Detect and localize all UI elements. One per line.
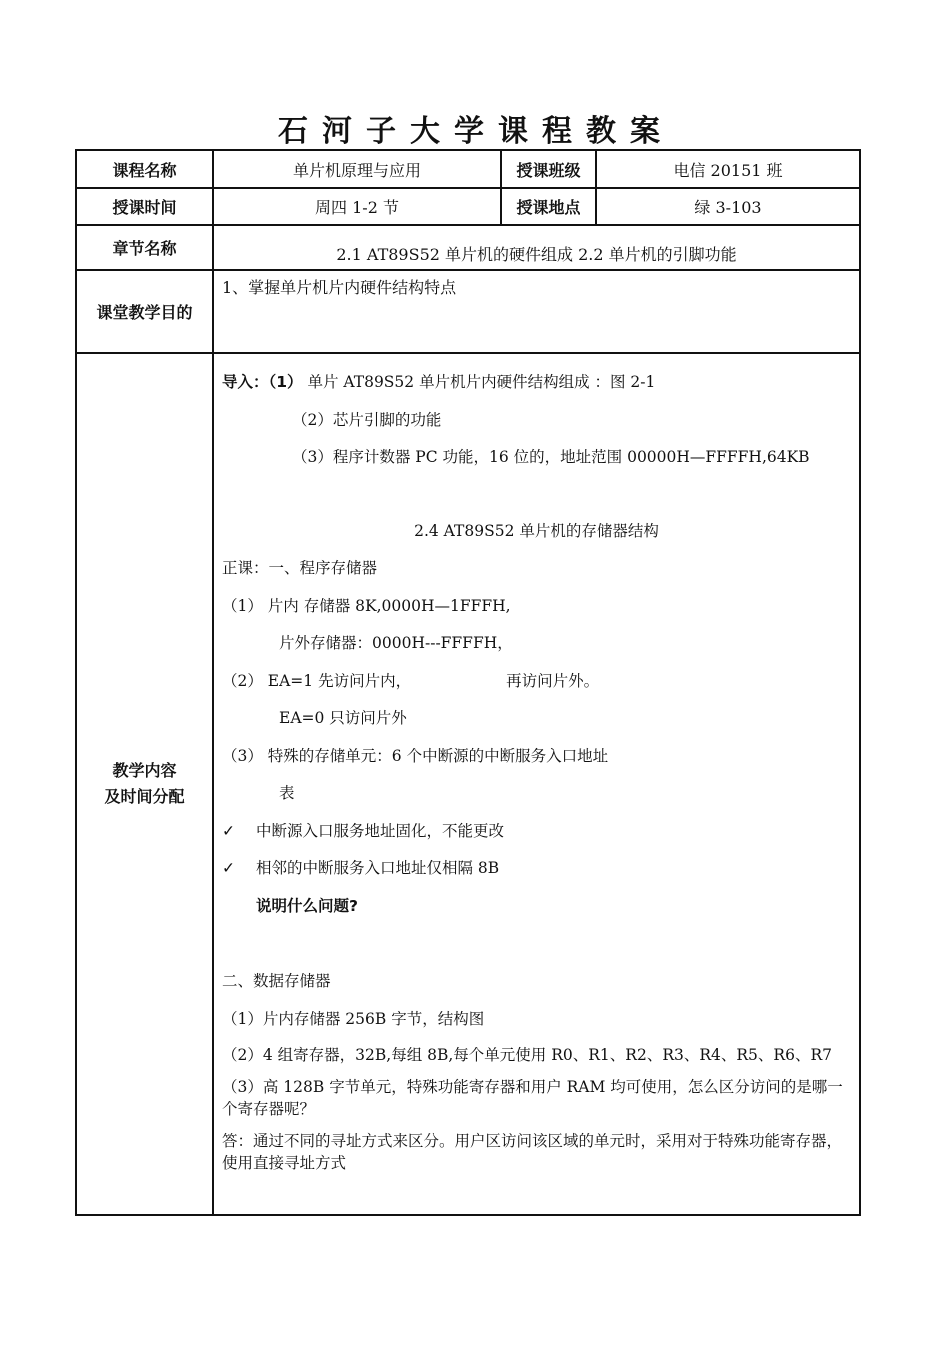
chapter-value: 2.1 AT89S52 单片机的硬件组成 2.2 单片机的引脚功能 bbox=[213, 225, 860, 270]
prog-line-3b: 表 bbox=[279, 784, 295, 802]
page-title: 石河子大学课程教案 bbox=[278, 114, 674, 149]
spacer bbox=[222, 477, 851, 513]
spacer bbox=[222, 925, 851, 963]
content-label-line2: 及时间分配 bbox=[104, 787, 185, 806]
content-label bbox=[76, 353, 213, 1215]
intro-text: 单片 AT89S52 单片机片内硬件结构组成 ：图 2-1 bbox=[302, 373, 656, 391]
objective-row bbox=[76, 270, 860, 353]
time-label: 授课时间 bbox=[76, 188, 213, 225]
check-icon: ✓ bbox=[222, 821, 235, 840]
prog-line-1: （1） 片内 存储器 8K,0000H—1FFFH, bbox=[222, 596, 511, 615]
check-item-2-text: 相邻的中断服务入口地址仅相隔 8B bbox=[256, 859, 500, 877]
content-row bbox=[76, 353, 860, 1215]
lesson-2-heading: 二、数据存储器 bbox=[222, 972, 331, 990]
prog-line-1b: 片外存储器：0000H---FFFFH， bbox=[279, 634, 513, 652]
intro-line-3: （3）程序计数器 PC 功能，16 位的，地址范围 00000H—FFFFH,64KB bbox=[292, 448, 810, 466]
prog-line-2 bbox=[222, 663, 851, 701]
prog-line-2b: EA=0 只访问片外 bbox=[279, 709, 407, 727]
class-value: 电信 20151 班 bbox=[596, 150, 860, 188]
location-value: 绿 3-103 bbox=[596, 188, 860, 225]
objective-label: 课堂教学目的 bbox=[76, 270, 213, 353]
intro-label: 导入：（1） bbox=[222, 373, 303, 391]
answer: 答：通过不同的寻址方式来区分。用户区访问该区域的单元时，采用对于特殊功能寄存器，使用直接寻址方式 bbox=[222, 1132, 843, 1172]
prog-line-2-right: 再访问片外。 bbox=[506, 671, 600, 690]
lesson-1-heading: 正课：一、程序存储器 bbox=[222, 559, 378, 577]
check-item-2 bbox=[222, 850, 851, 888]
section-heading: 2.4 AT89S52 单片机的存储器结构 bbox=[414, 521, 659, 540]
intro-line-1 bbox=[222, 364, 851, 402]
check-item-1-text: 中断源入口服务地址固化，不能更改 bbox=[256, 821, 505, 840]
check-icon: ✓ bbox=[222, 859, 235, 877]
location-label: 授课地点 bbox=[501, 188, 596, 225]
objective-value: 1、掌握单片机片内硬件结构特点 bbox=[213, 270, 860, 353]
time-row bbox=[76, 188, 860, 225]
data-line-3: （3）高 128B 字节单元，特殊功能寄存器和用户 RAM 均可使用，怎么区分访问的是哪一个寄存器呢？ bbox=[222, 1078, 843, 1118]
course-name-label: 课程名称 bbox=[76, 150, 213, 188]
course-row bbox=[76, 150, 860, 188]
question: 说明什么问题? bbox=[256, 896, 358, 915]
content-label-line1: 教学内容 bbox=[112, 761, 177, 780]
lesson-plan-table bbox=[75, 149, 861, 1216]
chapter-label: 章节名称 bbox=[76, 225, 213, 270]
data-line-1: （1）片内存储器 256B 字节，结构图 bbox=[222, 1009, 485, 1028]
prog-line-2-left: （2） EA=1 先访问片内， bbox=[222, 671, 412, 690]
chapter-row bbox=[76, 225, 860, 270]
time-value: 周四 1-2 节 bbox=[213, 188, 501, 225]
class-label: 授课班级 bbox=[501, 150, 596, 188]
course-name-value: 单片机原理与应用 bbox=[213, 150, 501, 188]
content-body bbox=[213, 353, 860, 1215]
check-item-1 bbox=[222, 813, 851, 851]
data-line-2: （2）4 组寄存器，32B,每组 8B,每个单元使用 R0、R1、R2、R3、R4、R5、R6、R7 bbox=[222, 1046, 832, 1064]
intro-line-2: （2）芯片引脚的功能 bbox=[292, 410, 442, 429]
prog-line-3: （3） 特殊的存储单元：6 个中断源的中断服务入口地址 bbox=[222, 746, 609, 765]
